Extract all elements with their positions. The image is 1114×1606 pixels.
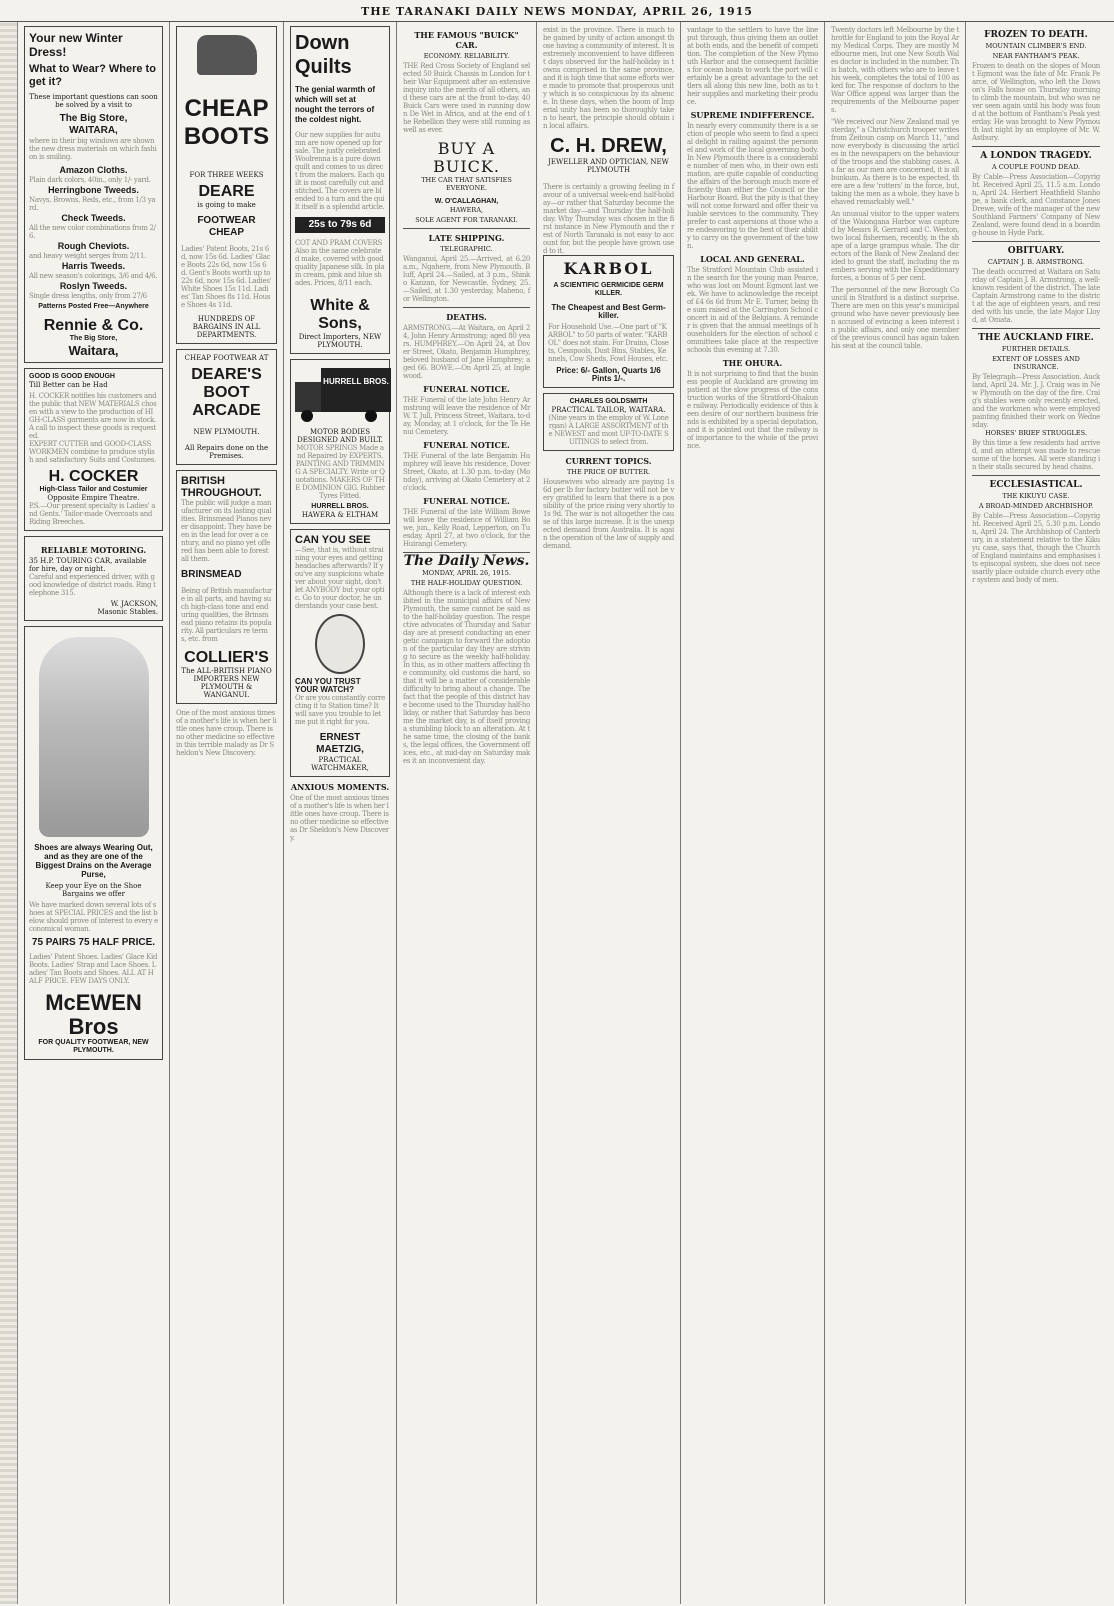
- truck-illustration: HURRELL BROS.: [295, 368, 391, 424]
- collier-name: COLLIER'S: [184, 649, 269, 666]
- goldsmith-tailor: PRACTICAL TAILOR, WAITARA.: [551, 406, 666, 414]
- rennie-name: Rennie & Co.: [43, 317, 144, 334]
- buick-head: THE FAMOUS "BUICK" CAR.: [414, 30, 519, 50]
- quilt-price: 25s to 79s 6d: [295, 217, 385, 233]
- down-quilts-head: Down Quilts: [295, 32, 352, 78]
- winter-dress-ad: Your new Winter Dress! What to Wear? Where to get it? These important questions can soon be solved by a visit to The Big Store, WAITARA, where in their big windows are shown the new dress materials on which fashion is smiling. Amazon Cloths. Plain dark colors, 40in., only 1/- yard. Herringbone Tweeds. Navys, Browns, Reds, etc., from 1/3 yard. Check Tweeds. All the new color combinations from 2/6. Rough Cheviots. and heavy weight serges from 2/11. Harris Tweeds. All new season's colorings, 3/6 and 4/6. Roslyn Tweeds. Single dress lengths, only from 27/6 Patterns Posted Free—Anywhere Rennie & Co. The Big Store, Waitara,: [24, 26, 163, 363]
- patterns-free: Patterns Posted Free—Anywhere: [38, 303, 149, 310]
- shoes-text: Shoes are always Wearing Out, and as they are one of the Biggest Drains on the Average Purse,: [34, 843, 153, 879]
- arcade-np: NEW PLYMOUTH.: [193, 428, 260, 436]
- hurrell-ad: HURRELL BROS. MOTOR BODIES DESIGNED AND BUILT. MOTOR SPRINGS Made and Repaired by EXPERTS. PAINTING AND TRIMMING A SPECIALTY. Write or Quotations. MAKERS OF THE DOMINION GIG. Rubber Tyres Fitted. HURRELL BROS. HAWERA & ELTHAM: [290, 359, 390, 524]
- karbol-cheapest: The Cheapest and Best Germ-killer.: [551, 303, 666, 320]
- column-4: THE FAMOUS "BUICK" CAR. ECONOMY. RELIABILITY. THE Red Cross Society of England selected 50 Buick Chassis in London for their War Equipment after an extensive inquiry into the merits of all others, and these cars are at the front to-day. 40 Buick Cars were used in running down De Wet in Africa, and at the end of the Rebellion they were still running as well as ever. BUY A BUICK. THE CAR THAT SATISFIES EVERYONE. W. O'CALLAGHAN, HAWERA, SOLE AGENT FOR TARANAKI. LATE SHIPPING. TELEGRAPHIC. Wanganui, April 25.—Arrived, at 6.20 a.m., Ngahere, from New Plymouth. Bluff, April 24.—Sailed, at 3 p.m., Shinko Kanzan, for Newcastle. Sydney, 25.—Sailed, at 1.30 yesterday, Maheno, for Wellington. DEATHS. ARMSTRONG.—At Waitara, on April 24, John Henry Armstrong; aged 80 years. HUMPHREY.—On April 24, at Dover Street, Okato, Benjamin Humphrey, beloved husband of Jane Humphrey; aged 66. BOWE.—On April 25, at Inglewood. FUNERAL NOTICE. THE Funeral of the late John Henry Armstrong will leave the residence of Mr W. T. Jull, Princess Street, Waitara, to-day, Monday, at 1 o'clock, for the Te Henui Cemetery. FUNERAL NOTICE. THE Funeral of the late Benjamin Humphrey will leave his residence, Dover Street, Okato, at 1.30 p.m. to-day (Monday), arriving at Okato Cemetery at 2 o'clock. FUNERAL NOTICE. THE Funeral of the late William Bowe will leave the residence of William Bowe, jun., Kelly Road, Lepperton, on Tuesday, April 27, at two o'clock, for the Huirangi Cemetery. The Daily News. MONDAY, APRIL 26, 1915. THE HALF-HOLIDAY QUESTION. Although there is a lack of interest exhibited in the municipal affairs of New Plymouth, the same cannot be said as to the half-holiday question. The respective advocates of Thursday and Saturday are at present conducting an energetic campaign to forward the adoption of the particular day they are striving to secure as the weekly half-holiday. In this, as in other matters affecting the community, old customs die hard, so that it will be a matter of considerable difficulty to bring about a change. The fact that the people of this district have become used to the Thursday half-holiday, or rather that Saturday has become the market day, is of itself proving a stumbling block to an alteration. At the same time, the closing of the banks, the legal offices, the Government offices, etc., at mid-day on Saturday makes it an inconvenient day.: [397, 22, 537, 1604]
- buy-sub: THE CAR THAT SATISFIES EVERYONE.: [421, 176, 512, 192]
- rennie-sub: The Big Store,: [69, 335, 118, 342]
- motoring-body: 35 H.P. TOURING CAR, available for hire, day or night.: [29, 557, 147, 573]
- goldsmith-name: CHARLES GOLDSMITH: [569, 398, 648, 405]
- cocker-head2: Till Better can be Had: [29, 381, 108, 389]
- collier-sub: The ALL-BRITISH PIANO IMPORTERS NEW PLYMOUTH & WANGANUI.: [181, 667, 272, 699]
- column-2: CHEAP BOOTS FOR THREE WEEKS DEARE is going to make FOOTWEAR CHEAP Ladies' Patent Boots, 21s 6d, now 15s 6d. Ladies' Glace Boots 22s 6d, now 15s 6d. Gent's Boots worth up to 22s 6d, now 15s 6d. Ladies' White Shoes 15s 11d. Ladies' Tan Shoes 8s 11d. House Shoes 4s 11d. HUNDREDS OF BARGAINS IN ALL DEPARTMENTS. CHEAP FOOTWEAR AT DEARE'S BOOT ARCADE NEW PLYMOUTH. All Repairs done on the Premises. BRITISH THROUGHOUT. The public will judge a manufacturer on its lasting qualities. Brinsmead Pianos never disappoint. They have been in the lead for over a century, and no piano yet offered has been able to forestall them. BRINSMEAD Being of British manufacture in all parts, and having such high-class tone and enduring qualities, the Brinsmead piano retains its popularity. All particulars re terms, etc. from COLLIER'S The ALL-BRITISH PIANO IMPORTERS NEW PLYMOUTH & WANGANUI. One of the most anxious times of a mother's life is when her little ones have croup. There is no other medicine so effective in this terrible malady as Dr Sheldon's New Discovery.: [170, 22, 284, 1604]
- british-throughout: BRITISH THROUGHOUT.: [181, 475, 262, 499]
- white-sons: White & Sons,: [310, 297, 370, 332]
- mcewen-ad: Shoes are always Wearing Out, and as they are one of the Biggest Drains on the Average Purse, Keep your Eye on the Shoe Bargains we offer We have marked down several lots of shoes at SPECIAL PRICES and the list below should prove of interest to every economical woman. 75 PAIRS 75 HALF PRICE. Ladies' Patent Shoes. Ladies' Glace Kid Boots. Ladies' Strap and Lace Shoes. Ladies' Tan Boots and Shoes. ALL AT HALF PRICE. FEW DAYS ONLY. McEWEN Bros FOR QUALITY FOOTWEAR, NEW PLYMOUTH.: [24, 626, 163, 1060]
- frozen-to-death: FROZEN TO DEATH.: [984, 30, 1088, 40]
- anxious-moments: ANXIOUS MOMENTS.: [290, 782, 390, 792]
- column-8: FROZEN TO DEATH. MOUNTAIN CLIMBER'S END. NEAR FANTHAM'S PEAK. Frozen to death on the slopes of Mount Egmont was the fate of Mr. Frank Pearce, of Wellington, who left the Dawson's Falls house on Thursday morning to climb the mountain, but who was never seen again until his body was found at the bottom of Fantham's Peak yesterday. He was brought to New Plymouth last night by an employee of Mr. W. Astbury. A LONDON TRAGEDY. A COUPLE FOUND DEAD. By Cable—Press Association—Copyright. Received April 25, 11.5 a.m. London, April 24. Herbert Heathfield Stanhope, a bank clerk, and Constance Jones Drewe, wife of the manager of the new Southland Farmers' Company of New Zealand, were found dead in a boarding-house in Hyde Park. OBITUARY. CAPTAIN J. B. ARMSTRONG. The death occurred at Waitara on Saturday of Captain J. B. Armstrong, a well-known resident of the district. The late Captain Armstrong came to the district at the age of eighteen years, and resided with his uncle, the late Major Lloyd, at Omata. THE AUCKLAND FIRE. FURTHER DETAILS. EXTENT OF LOSSES AND INSURANCE. By Telegraph—Press Association. Auckland, April 24. Mr. J. J. Craig was in New Plymouth on the day of the fire. Craig's stables were only recently erected, and the workmen who were employed painting finished their work on Wednesday. HORSES' BRIEF STRUGGLES. By this time a few residents had arrived, and an attempt was made to rescue some of the horses. All were standing in their stalls secured by head chains. ECCLESIASTICAL. THE KIKUYU CASE. A BROAD-MINDED ARCHBISHOP. By Cable—Press Association—Copyright. Received April 25, 5.30 p.m. London, April 24. The Archbishop of Canterbury, in a statement relative to the Kikuyu case, says that, though the Church of England maintains and emphasises its episcopal system, she does not necessarily place outside church every other system and body of men.: [972, 30, 1100, 584]
- footwear-cheap: FOOTWEAR CHEAP: [197, 215, 256, 238]
- london-tragedy: A LONDON TRAGEDY.: [980, 151, 1092, 161]
- cheap-head: CHEAP: [184, 95, 269, 122]
- buick-sub: ECONOMY. RELIABILITY.: [423, 52, 510, 60]
- mcewen-foot: FOR QUALITY FOOTWEAR, NEW PLYMOUTH.: [38, 1039, 149, 1054]
- item-harris: Harris Tweeds.: [61, 261, 126, 271]
- down-quilts-ad: Down Quilts The genial warmth of which will set at nought the terrors of the coldest night. Our new supplies for autumn are now opened up for sale. The justly celebrated Woolrenna is a pure down quilt and comes to us direct from the makers. Each quilt is most carefully cut and stitched. The covers are blended to a turn and the quilt itself is a splendid article. 25s to 79s 6d COT AND PRAM COVERS Also in the same celebrated make, covered with good quality Japanese silk. In plain cream, pink and blue shades. Prices, 8/11 each. White & Sons, Direct Importers, NEW PLYMOUTH.: [290, 26, 390, 354]
- funeral-notice-2: FUNERAL NOTICE.: [423, 440, 510, 450]
- can-you-see: CAN YOU SEE: [295, 534, 371, 546]
- jackson-addr: Masonic Stables.: [97, 608, 158, 616]
- broad-minded: A BROAD-MINDED ARCHBISHOP.: [978, 502, 1094, 510]
- column-7: Twenty doctors left Melbourne by the throttle for England to join the Royal Army Medical Corps. They are mostly Melbourne men, but one New South Wales doctor is included in the number. This batch, with others who are to leave this week, completes the total of 100 asked for. The response of doctors to the War Office appeal was larger than the requirements of the Melbourne papers. "We received our New Zealand mail yesterday," a Christchurch trooper writes from Zeitoun camp on March 11, "and now everybody is discussing the articles in the newspapers on the behaviour of the troops and the stabbing cases. As far as our men are concerned, it is all bunkum. As there is to be expected, there are a few 'rotters' in the force, but, taking the men as a whole, they have behaved remarkably well." An unusual visitor to the upper waters of the Waiongana Harbor was captured by Messrs R. Gerrard and C. Weston, two local fishermen, recently, in the shape of a large grampus whale. The directors of the Bank of New Zealand decided to grant the staff, including the members serving with the Expeditionary forces, a bonus of 5 per cent. The personnel of the new Borough Council in Stratford is a distinct surprise. There are men on this year's municipal ground who have never previously been accused of evincing a keen interest in public affairs, and only one member of the previous council has again taken his seat at the council table.: [825, 22, 966, 1604]
- winter-title: Your new Winter Dress!: [29, 31, 123, 59]
- deares-name: DEARE'S: [191, 366, 262, 383]
- column-6: vantage to the settlers to have the line put through, thus giving them an outlet at both ends, and the benefit of competition. The completion of the New Plymouth Harbor and the consequent facilities for ocean boats to work the port will certainly be a great advantage to the settlers all along this new line, both as to their supplies and marketing their produce. SUPREME INDIFFERENCE. In nearly every community there is a section of people who seem to find a special delight in railing against the personnel and work of the local governing body. In New Plymouth there is a considerable number of men who, in their own estimation, are quite capable of conducting the affairs of the borough much more efficiently than either the Council or the Harbour Board. But the pity is that they will not come forward and offer their valuable services to the community. They prefer to cast aspersions at those who are endeavoring to the best of their ability to carry on the government of the town. LOCAL AND GENERAL. The Stratford Mountain Club assisted in the search for the young man Pearce, who was lost on Mount Egmont last week. We have to acknowledge the receipt of £4 6s 6d from Mr E. Turner, being the sum raised at the Carrington School concert in aid of the Belgians. A reminder is given that the annual meetings of householders for the election of school committees take place at the respective schools this evening at 7.30. THE OHURA. It is not surprising to find that the business people of Auckland are growing impatient at the slow progress of the construction works of the Stratford-Ohakune railway. Periodically evidence of this keen desire of our northern business friends is exhibited by a special deputation, and it is pointed out that the railway is of importance to the whole of the province.: [681, 22, 825, 1604]
- bargains: HUNDREDS OF BARGAINS IN ALL DEPARTMENTS.: [192, 315, 261, 339]
- local-and-general: LOCAL AND GENERAL.: [700, 254, 805, 264]
- lady-illustration: [39, 637, 149, 837]
- genial-warmth: The genial warmth of which will set at nought the terrors of the coldest night.: [295, 85, 376, 124]
- drew-sub: JEWELLER AND OPTICIAN, NEW PLYMOUTH: [548, 158, 669, 174]
- cocker-ad: GOOD IS GOOD ENOUGH Till Better can be Had H. COCKER notifies his customers and the public that NEW MATERIALS chosen with a view to the production of HIGH-CLASS garments are now in stock. A call to inspect these goods is requested. EXPERT CUTTER and GOOD-CLASS WORKMEN combine to produce stylish and satisfactory Suits and Costumes. H. COCKER High-Class Tailor and Costumier Opposite Empire Theatre. P.S.—Our present specialty is Ladies' and Gents.' Tailor-made Overcoats and Riding Breeches.: [24, 368, 163, 531]
- price-of-butter: THE PRICE OF BUTTER.: [566, 468, 651, 476]
- karbol-price: Price: 6/- Gallon, Quarts 1/6 Pints 1/-.: [556, 366, 661, 383]
- page-margin-strip: [0, 22, 18, 1604]
- maetzig-name: ERNEST MAETZIG,: [316, 732, 364, 755]
- rennie-town: Waitara,: [68, 343, 119, 358]
- item-check: Check Tweeds.: [61, 213, 126, 223]
- captain-armstrong: CAPTAIN J. B. ARMSTRONG.: [987, 258, 1085, 266]
- further-details: FURTHER DETAILS.: [1001, 345, 1071, 353]
- trust-watch: CAN YOU TRUST YOUR WATCH?: [295, 677, 361, 694]
- mcewen-name: McEWEN Bros: [45, 990, 142, 1039]
- cocker-name: H. COCKER: [48, 468, 139, 485]
- frozen-sub: MOUNTAIN CLIMBER'S END.: [985, 42, 1087, 50]
- masthead: THE TARANAKI DAILY NEWS MONDAY, APRIL 26, 1915: [0, 2, 1114, 22]
- winter-intro: These important questions can soon be solved by a visit to: [29, 93, 158, 109]
- item-roslyn: Roslyn Tweeds.: [59, 281, 128, 291]
- brinsmead-name: BRINSMEAD: [181, 569, 242, 580]
- fanthams-peak: NEAR FANTHAM'S PEAK.: [992, 52, 1080, 60]
- item-cheviots: Rough Cheviots.: [57, 241, 130, 251]
- brinsmead-ad: BRITISH THROUGHOUT. The public will judge a manufacturer on its lasting qualities. Brinsmead Pianos never disappoint. They have been in the lead for over a century, and no piano yet offered has been able to forestall them. BRINSMEAD Being of British manufacture in all parts, and having such high-class tone and enduring qualities, the Brinsmead piano retains its popularity. All particulars re terms, etc. from COLLIER'S The ALL-BRITISH PIANO IMPORTERS NEW PLYMOUTH & WANGANUI.: [176, 470, 277, 704]
- deare-name: DEARE: [198, 183, 255, 200]
- extent-of-losses: EXTENT OF LOSSES AND INSURANCE.: [992, 355, 1080, 371]
- deare-ad: CHEAP BOOTS FOR THREE WEEKS DEARE is going to make FOOTWEAR CHEAP Ladies' Patent Boots, 21s 6d, now 15s 6d. Ladies' Glace Boots 22s 6d, now 15s 6d. Gent's Boots worth up to 22s 6d, now 15s 6d. Ladies' White Shoes 15s 11d. Ladies' Tan Shoes 8s 11d. House Shoes 4s 11d. HUNDREDS OF BARGAINS IN ALL DEPARTMENTS.: [176, 26, 277, 344]
- telegraphic: TELEGRAPHIC.: [440, 245, 493, 253]
- boots-illustration: [197, 35, 257, 75]
- sole-agent: SOLE AGENT FOR TARANAKI.: [415, 216, 518, 224]
- three-weeks: FOR THREE WEEKS: [189, 171, 264, 179]
- goldsmith-ad: CHARLES GOLDSMITH PRACTICAL TAILOR, WAITARA. (Nine years in the employ of W. Lonergan) A LARGE ASSORTMENT of the NEWEST and most UP-TO-DATE SUITINGS to select from.: [543, 393, 674, 451]
- all-repairs: All Repairs done on the Premises.: [184, 444, 269, 460]
- item-herringbone: Herringbone Tweeds.: [48, 185, 139, 195]
- funeral-notice-3: FUNERAL NOTICE.: [423, 496, 510, 506]
- buy-a-buick: BUY A BUICK.: [433, 139, 500, 176]
- column-1: [18, 22, 170, 1604]
- daily-news-title: The Daily News.: [403, 553, 530, 569]
- karbol-sub: A SCIENTIFIC GERMICIDE GERM KILLER.: [553, 282, 664, 297]
- hawera: HAWERA,: [449, 206, 484, 214]
- cocker-addr: Opposite Empire Theatre.: [47, 494, 140, 502]
- half-price: 75 PAIRS 75 HALF PRICE.: [31, 937, 156, 948]
- big-store-name: The Big Store,: [59, 113, 128, 124]
- late-shipping: LATE SHIPPING.: [428, 233, 505, 243]
- white-sub: Direct Importers, NEW PLYMOUTH.: [298, 333, 382, 349]
- deares-arcade-ad: [176, 349, 277, 465]
- watch-illustration: [315, 614, 365, 674]
- column-3: Down Quilts The genial warmth of which will set at nought the terrors of the coldest night. Our new supplies for autumn are now opened up for sale. The justly celebrated Woolrenna is a pure down quilt and comes to us direct from the makers. Each quilt is most carefully cut and stitched. The covers are blended to a turn and the quilt itself is a splendid article. 25s to 79s 6d COT AND PRAM COVERS Also in the same celebrated make, covered with good quality Japanese silk. In plain cream, pink and blue shades. Prices, 8/11 each. White & Sons, Direct Importers, NEW PLYMOUTH. HURRELL BROS. MOTOR BODIES DESIGNED AND BUILT. MOTOR SPRINGS Made and Repaired by EXPERTS. PAINTING AND TRIMMING A SPECIALTY. Write or Quotations. MAKERS OF THE DOMINION GIG. Rubber Tyres Fitted. HURRELL BROS. HAWERA & ELTHAM CAN YOU SEE —See, that is, without straining your eyes and getting headaches afterwards? If you've any suspicions whatever about your sight, don't let ANYBODY but your optic. Go to your doctor, he understands your case best. CAN YOU TRUST YOUR WATCH? Or are you constantly correcting it to Station time? It will save you trouble to let me put it right for you. ERNEST MAETZIG, PRACTICAL WATCHMAKER, ANXIOUS MOMENTS. One of the most anxious times of a mother's life is when her little ones have croup. There is no other medicine so effective as Dr Sheldon's New Discovery.: [284, 22, 397, 1604]
- column-5: exist in the province. There is much to be gained by unity of action amongst those having a community of interest. It is extremely inconvenient to have different days observed for the half-holiday in towns comprised in the same province, and it is high time that some efforts were made to promote that prosperous unity which is so conspicuous by its absence. In these days, when the boom of Imperial unity has been so thoroughly taken to heart, the principle should obtain in local affairs. C. H. DREW, JEWELLER AND OPTICIAN, NEW PLYMOUTH There is certainly a growing feeling in favour of a universal week-end half-holiday—or rather that Saturday become the market day—and Thursday the half-holiday. Why Thursday was chosen in the first instance in New Plymouth and the rest of North Taranaki is not easy to account for, but the people have grown used to it. KARBOL A SCIENTIFIC GERMICIDE GERM KILLER. The Cheapest and Best Germ-killer. For Household Use.—One part of "KARBOL" to 50 parts of water. "KARBOL" does not stain. For Drains, Closets, Cesspools, Dust Bins, Stables, Kennels, Cow Sheds, Fowl Houses, etc. Price: 6/- Gallon, Quarts 1/6 Pints 1/-. CHARLES GOLDSMITH PRACTICAL TAILOR, WAITARA. (Nine years in the employ of W. Lonergan) A LARGE ASSORTMENT of the NEWEST and most UP-TO-DATE SUITINGS to select from. CURRENT TOPICS. THE PRICE OF BUTTER. Housewives who already are paying 1s 6d per lb for factory butter will not be very gratified to learn that there is a possibility of the price rising very shortly to 1s 9d. The war is not altogether the cause of this large increase. It is the unexpected demand from Australia. It is again the operation of the law of supply and demand.: [537, 22, 681, 1604]
- hurrell-sub: HAWERA & ELTHAM: [301, 511, 379, 519]
- boots-head: BOOTS: [183, 123, 270, 150]
- current-topics: CURRENT TOPICS.: [565, 456, 652, 466]
- can-you-see-ad: CAN YOU SEE —See, that is, without straining your eyes and getting headaches afterwards? If you've any suspicions whatever about your sight, don't let ANYBODY but your optic. Go to your doctor, he understands your case best. CAN YOU TRUST YOUR WATCH? Or are you constantly correcting it to Station time? It will save you trouble to let me put it right for you. ERNEST MAETZIG, PRACTICAL WATCHMAKER,: [290, 529, 390, 777]
- cheap-footwear-at: CHEAP FOOTWEAR AT: [184, 354, 269, 362]
- cocker-sub: High-Class Tailor and Costumier: [39, 486, 148, 493]
- funeral-notice-1: FUNERAL NOTICE.: [423, 384, 510, 394]
- horses-brief: HORSES' BRIEF STRUGGLES.: [985, 429, 1087, 437]
- kikuyu-case: THE KIKUYU CASE.: [1002, 492, 1070, 500]
- cocker-head1: GOOD IS GOOD ENOUGH: [29, 373, 115, 380]
- the-ohura: THE OHURA.: [722, 358, 783, 368]
- ocallaghan: W. O'CALLAGHAN,: [434, 198, 499, 205]
- going-to-make: is going to make: [197, 201, 256, 209]
- motoring-head: RELIABLE MOTORING.: [40, 545, 147, 555]
- motoring-ad: RELIABLE MOTORING. 35 H.P. TOURING CAR, available for hire, day or night. Careful and experienced driver, with good knowledge of district roads. Ring telephone 315. W. JACKSON, Masonic Stables.: [24, 536, 163, 621]
- hurrell-name: HURRELL BROS.: [311, 503, 369, 510]
- deaths: DEATHS.: [446, 312, 487, 322]
- boot-arcade: BOOT ARCADE: [192, 384, 261, 419]
- drew-name: C. H. DREW,: [550, 135, 667, 157]
- editorial-date: MONDAY, APRIL 26, 1915.: [422, 569, 511, 577]
- ecclesiastical: ECCLESIASTICAL.: [989, 480, 1083, 490]
- karbol-ad: KARBOL A SCIENTIFIC GERMICIDE GERM KILLER. The Cheapest and Best Germ-killer. For Household Use.—One part of "KARBOL" to 50 parts of water. "KARBOL" does not stain. For Drains, Closets, Cesspools, Dust Bins, Stables, Kennels, Cow Sheds, Fowl Houses, etc. Price: 6/- Gallon, Quarts 1/6 Pints 1/-.: [543, 255, 674, 388]
- winter-question: What to Wear? Where to get it?: [29, 63, 156, 88]
- auckland-fire: THE AUCKLAND FIRE.: [978, 333, 1094, 343]
- half-holiday-head: THE HALF-HOLIDAY QUESTION.: [410, 579, 523, 587]
- big-store-town: WAITARA,: [69, 125, 118, 136]
- obituary: OBITUARY.: [1007, 246, 1065, 256]
- couple-found-dead: A COUPLE FOUND DEAD.: [991, 163, 1081, 171]
- jackson-name: W. JACKSON,: [110, 600, 158, 608]
- karbol-name: KARBOL: [563, 259, 654, 278]
- supreme-indifference: SUPREME INDIFFERENCE.: [690, 110, 815, 120]
- shoes-sub: Keep your Eye on the Shoe Bargains we offer: [45, 882, 142, 898]
- maetzig-sub: PRACTICAL WATCHMAKER,: [311, 756, 369, 772]
- item-amazon: Amazon Cloths.: [59, 165, 128, 175]
- drew-ad: [543, 130, 674, 178]
- motor-bodies: MOTOR BODIES DESIGNED AND BUILT.: [297, 428, 383, 444]
